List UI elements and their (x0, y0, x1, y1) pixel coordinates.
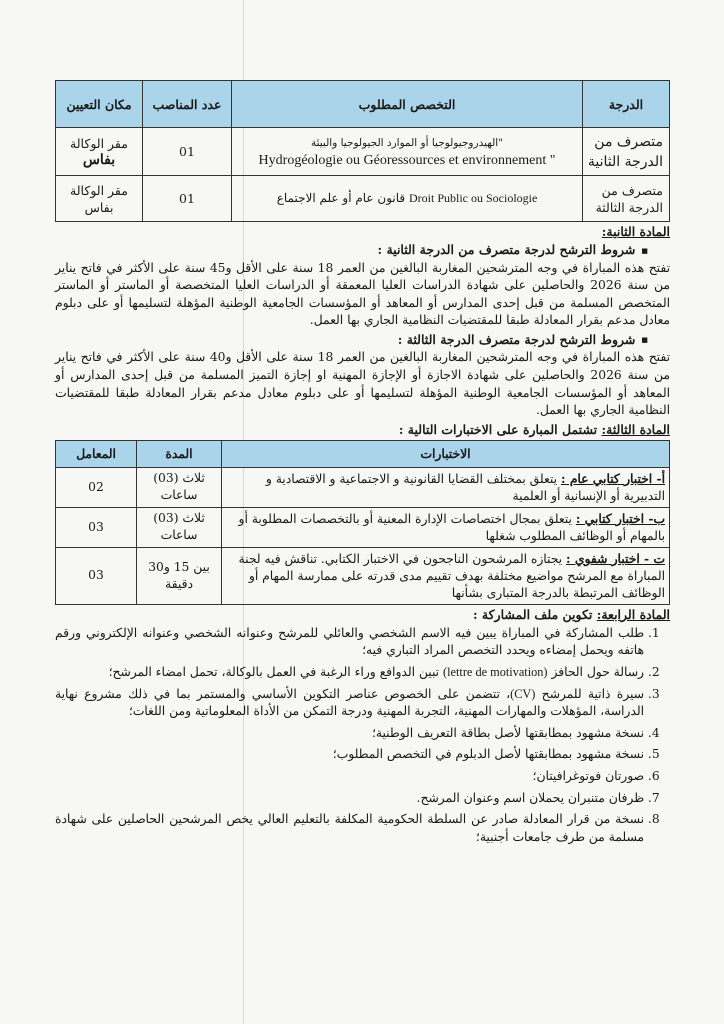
specialty-cell (232, 128, 583, 176)
table-row (56, 547, 670, 604)
location-cell (56, 176, 143, 222)
specialty-ar: قانون عام أو علم الاجتماع (276, 191, 406, 205)
list-item (55, 625, 644, 660)
item-text: نسخة مشهود بمطابقتها لأصل الدبلوم في التخصص المطلوب؛ (332, 747, 644, 762)
article-number: المادة الثالثة: (601, 421, 670, 437)
test-cell (222, 547, 670, 604)
specialty-cell (232, 176, 583, 222)
article-4-heading (55, 607, 670, 623)
item-text-rest: ، تتضمن على الخصوص عناصر التكوين الأساسي والمستمر بما في ذلك مشروع نهاية الدراسة، المؤهلات والمهارات المهنية، التجربة المهنية ودرجة التمكن من الأداة المعلوماتية ومن اللغات؛ (55, 686, 644, 719)
item-text: صورتان فوتوغرافيتان؛ (532, 768, 644, 783)
item-text: نسخة مشهود بمطابقتها لأصل بطاقة التعريف الوطنية؛ (371, 725, 644, 740)
item-text: ظرفان متنبران يحملان اسم وعنوان المرشح. (416, 790, 644, 805)
item-text-rest: تبين الدوافع وراء الرغبة في العمل بالوكالة، تحمل امضاء المرشح؛ (108, 664, 440, 679)
test-cell (222, 507, 670, 547)
coef-cell: 03 (56, 547, 137, 604)
table-row (56, 128, 670, 176)
test-text: يتعلق بمختلف القضايا القانونية و الاجتماعية و الاقتصادية و التدبيرية أو الإنسانية أو العلمية (265, 471, 665, 503)
article-title: تشتمل المبارة على الاختبارات التالية : (398, 421, 598, 437)
condition-1-text: تفتح هذه المباراة في وجه المترشحين المغاربة البالغين من العمر 18 سنة على الأقل و45 سنة على الأكثر في فاتح يناير من سنة 2026 والحاصلين على شهادة الدراسات العليا المعمقة أو الدراسات العليا المتخصصة أو الماستر أو الماستر المتخصص المسلمة من قبل إحدى المدارس أو المعاهد أو المؤسسات الجامعية الوطنية المؤهلة لتسليمها أو على دبلوم معادل مدعم بقرار المعادلة طبقا للمقتضيات النظامية الجاري بها العمل. (55, 260, 671, 328)
item-text: رسالة حول الحافز (551, 664, 644, 679)
header-duration: المدة (137, 440, 222, 467)
header-location: مكان التعيين (56, 81, 143, 128)
table-row (56, 507, 670, 547)
tests-table (55, 440, 670, 605)
header-grade: الدرجة (583, 81, 670, 128)
header-positions: عدد المناصب (143, 81, 232, 128)
list-item (55, 790, 644, 808)
location-line-2: بفاس (84, 199, 114, 215)
header-tests: الاختبارات (222, 440, 670, 467)
location-line-1: مقر الوكالة (70, 182, 128, 198)
location-line-2: بفاس (82, 151, 116, 168)
documents-list (55, 625, 670, 847)
duration-cell: ثلاث (03) ساعات (137, 507, 222, 547)
grade-cell: متصرف من الدرجة الثانية (583, 128, 670, 176)
item-text: طلب المشاركة في المباراة يبين فيه الاسم الشخصي والعائلي للمرشح وعنوانه الشخصي وعنوانه الإلكتروني ورقم هاتفه ويحمل إمضاءه ويحدد التخصص المراد التباري فيه؛ (55, 625, 644, 658)
test-label: أ- اختبار كتابي عام : (561, 470, 665, 486)
location-line-1: مقر الوكالة (70, 135, 128, 151)
duration-cell: ثلاث (03) ساعات (137, 467, 222, 507)
item-text: سيرة ذاتية للمرشح (541, 686, 644, 701)
specialty-ar: "الهيدروجيولوجيا أو الموارد الجيولوجيا والبيئة (310, 136, 504, 149)
list-item (55, 746, 644, 764)
document-page (55, 80, 670, 850)
table-row (56, 176, 670, 222)
test-label: ب- اختبار كتابي : (575, 510, 665, 526)
grade-cell: متصرف من الدرجة الثالثة (583, 176, 670, 222)
article-3-heading (55, 422, 670, 438)
test-cell (222, 467, 670, 507)
condition-2-text: تفتح هذه المباراة في وجه المترشحين المغاربة البالغين من العمر 18 سنة على الأقل و40 سنة على الأكثر في فاتح يناير من سنة 2026 والحاصلين على شهادة الاجازة أو الإجازة المهنية او إجازة التميز المسلمة من قبل إحدى المدارس أو المعاهد أو المؤسسات الجامعية الوطنية المؤهلة لتسليمها أو على دبلوم معادل مدعم بقرار المعادلة طبقا للمقتضيات النظامية الجاري بها العمل. (55, 350, 671, 418)
location-cell (56, 128, 143, 176)
article-number: المادة الثانية: (601, 224, 670, 239)
duration-cell: بين 15 و30 دقيقة (137, 547, 222, 604)
article-title: تكوين ملف المشاركة : (472, 606, 593, 622)
item-text: نسخة من قرار المعادلة صادر عن السلطة الحكومية المكلفة بالتعليم العالي يخص المرشحين الحاصلين على شهادة مسلمة من طرف جامعات أجنبية؛ (55, 812, 645, 844)
header-coef: المعامل (56, 440, 137, 467)
list-item (55, 686, 644, 721)
positions-cell: 01 (143, 176, 232, 222)
item-term: (CV) (510, 686, 536, 701)
coef-cell: 02 (56, 467, 137, 507)
test-text: يتعلق بمجال اختصاصات الإدارة المعنية أو بالتخصصات المطلوبة أو بالمهام أو الوظائف المطلوب شغلها (238, 511, 665, 543)
test-text: يجتازه المرشحون الناجحون في الاختبار الكتابي. تناقش فيه لجنة المباراة مع المرشح مواضيع مختلفة بهدف تقييم مدى قدرته على ممارسة المهام أو الوظائف المرتبطة بالدرجة المتبارى بشأنها (238, 551, 665, 600)
condition-2-title: ■ شروط الترشح لدرجة متصرف الدرجة الثالثة : (55, 332, 648, 349)
list-item (55, 768, 644, 786)
coef-cell: 03 (56, 507, 137, 547)
condition-1-title: ■ شروط الترشح لدرجة متصرف من الدرجة الثانية : (55, 242, 648, 259)
table-row (56, 467, 670, 507)
item-term: (lettre de motivation) (443, 664, 548, 679)
header-specialty: التخصص المطلوب (232, 81, 583, 128)
list-item (55, 725, 644, 743)
test-label: ت - اختبار شفوي : (566, 550, 665, 566)
specialty-fr: Droit Public ou Sociologie (408, 191, 538, 205)
article-2-heading (55, 224, 670, 240)
list-item (55, 811, 644, 846)
positions-table (55, 80, 670, 222)
list-item (55, 664, 644, 682)
article-number: المادة الرابعة: (596, 606, 670, 622)
positions-cell: 01 (143, 128, 232, 176)
specialty-fr: Hydrogéologie ou Géoressources et environnement " (258, 152, 556, 168)
